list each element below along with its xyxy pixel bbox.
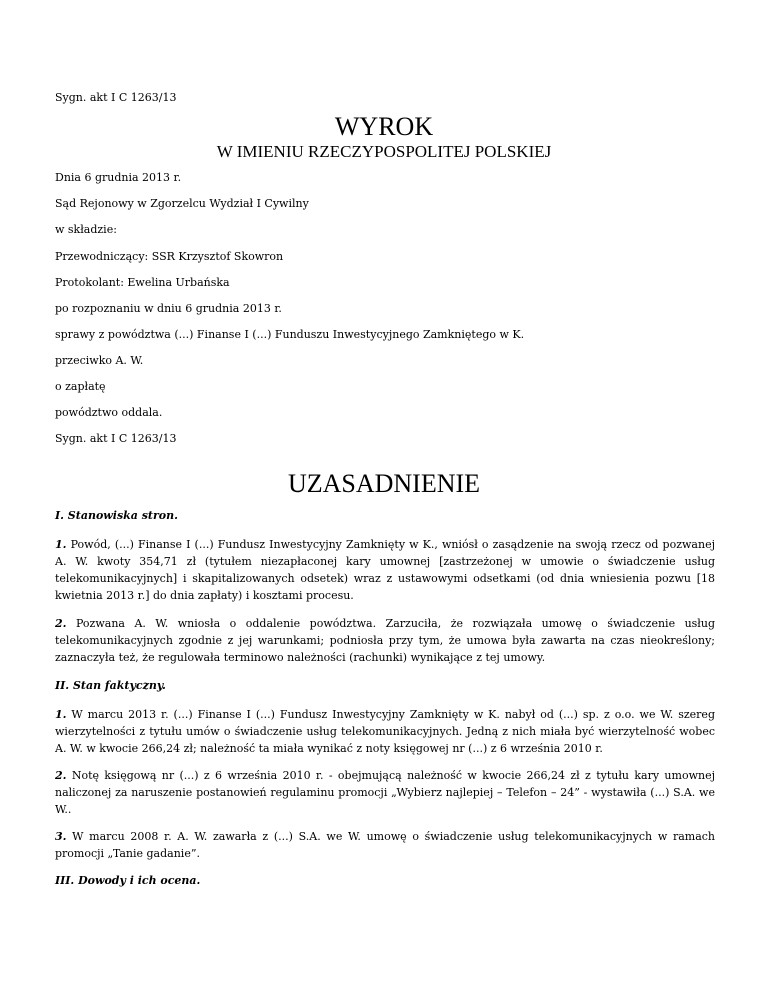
paragraph <box>55 536 715 604</box>
paragraph-number: 1. <box>55 708 67 721</box>
paragraph <box>55 828 715 862</box>
paragraph-text: W marcu 2008 r. A. W. zawarła z (...) S.A. we W. umowę o świadczenie usług telekomunikacyjnych w ramach promocji „Tanie gadanie”. <box>55 830 715 860</box>
presiding-judge: Przewodniczący: SSR Krzysztof Skowron <box>55 250 284 263</box>
panel-label: w składzie: <box>55 223 117 236</box>
paragraph-number: 2. <box>55 769 67 782</box>
paragraph-number: 2. <box>55 617 67 630</box>
paragraph-text: Powód, (...) Finanse I (...) Fundusz Inwestycyjny Zamknięty w K., wniósł o zasądzenie na swoją rzecz od pozwanej A. W. kwoty 354,71 zł (tytułem niezapłaconej kary umownej [zastrzeżonej w umowie o świadczenie usług telekomunikacyjnych] i skapitalizowanych odsetek) wraz z ustawowymi odsetkami (od dnia wniesienia pozwu [18 kwietnia 2013 r.] do dnia zapłaty) i kosztami procesu. <box>55 538 715 602</box>
defendant: przeciwko A. W. <box>55 354 144 367</box>
paragraph-number: 3. <box>55 830 67 843</box>
case-subject: o zapłatę <box>55 380 106 393</box>
ruling: powództwo oddala. <box>55 406 163 419</box>
paragraph <box>55 706 715 757</box>
section-heading: II. Stan faktyczny. <box>55 679 166 692</box>
paragraph-text: W marcu 2013 r. (...) Finanse I (...) Fundusz Inwestycyjny Zamknięty w K. nabył od (...) sp. z o.o. we W. szereg wierzytelności z tytułu umów o świadczenie usług telekomunikacyjnych. Jedną z nich miała być wierzytelność wobec A. W. w kwocie 266,24 zł; należność ta miała wynikać z noty księgowej nr (...) z 6 września 2010 r. <box>55 708 715 755</box>
paragraph-number: 1. <box>55 538 67 551</box>
paragraph <box>55 767 715 818</box>
verdict-title: WYROK <box>334 112 434 141</box>
verdict-subtitle: W IMIENIU RZECZYPOSPOLITEJ POLSKIEJ <box>216 142 552 161</box>
section-heading: III. Dowody i ich ocena. <box>55 874 201 887</box>
hearing-date: po rozpoznaniu w dniu 6 grudnia 2013 r. <box>55 302 282 315</box>
paragraph-text: Pozwana A. W. wniosła o oddalenie powództwa. Zarzuciła, że rozwiązała umowę o świadczenie usług telekomunikacyjnych zgodnie z jej warunkami; podniosła przy tym, że umowa była zawarta na czas nieokreślony; zaznaczyła też, że regulowała terminowo należności (rachunki) wynikające z tej umowy. <box>55 617 715 664</box>
court-clerk: Protokolant: Ewelina Urbańska <box>55 276 230 289</box>
paragraph-text: Notę księgową nr (...) z 6 września 2010 r. - obejmującą należność w kwocie 266,24 zł z tytułu kary umownej naliczonej za naruszenie postanowień regulaminu promocji „Wybierz najlepiej – Telefon – 24” - wystawiła (...) S.A. we W.. <box>55 769 715 816</box>
judgment-date: Dnia 6 grudnia 2013 r. <box>55 171 182 184</box>
case-reference-top: Sygn. akt I C 1263/13 <box>55 91 177 104</box>
section-heading: I. Stanowiska stron. <box>55 509 178 522</box>
court-name: Sąd Rejonowy w Zgorzelcu Wydział I Cywilny <box>55 197 309 210</box>
case-reference-bottom: Sygn. akt I C 1263/13 <box>55 432 177 445</box>
paragraph <box>55 615 715 666</box>
justification-title: UZASADNIENIE <box>287 469 481 498</box>
case-description: sprawy z powództwa (...) Finanse I (...) Funduszu Inwestycyjnego Zamkniętego w K. <box>55 328 525 341</box>
